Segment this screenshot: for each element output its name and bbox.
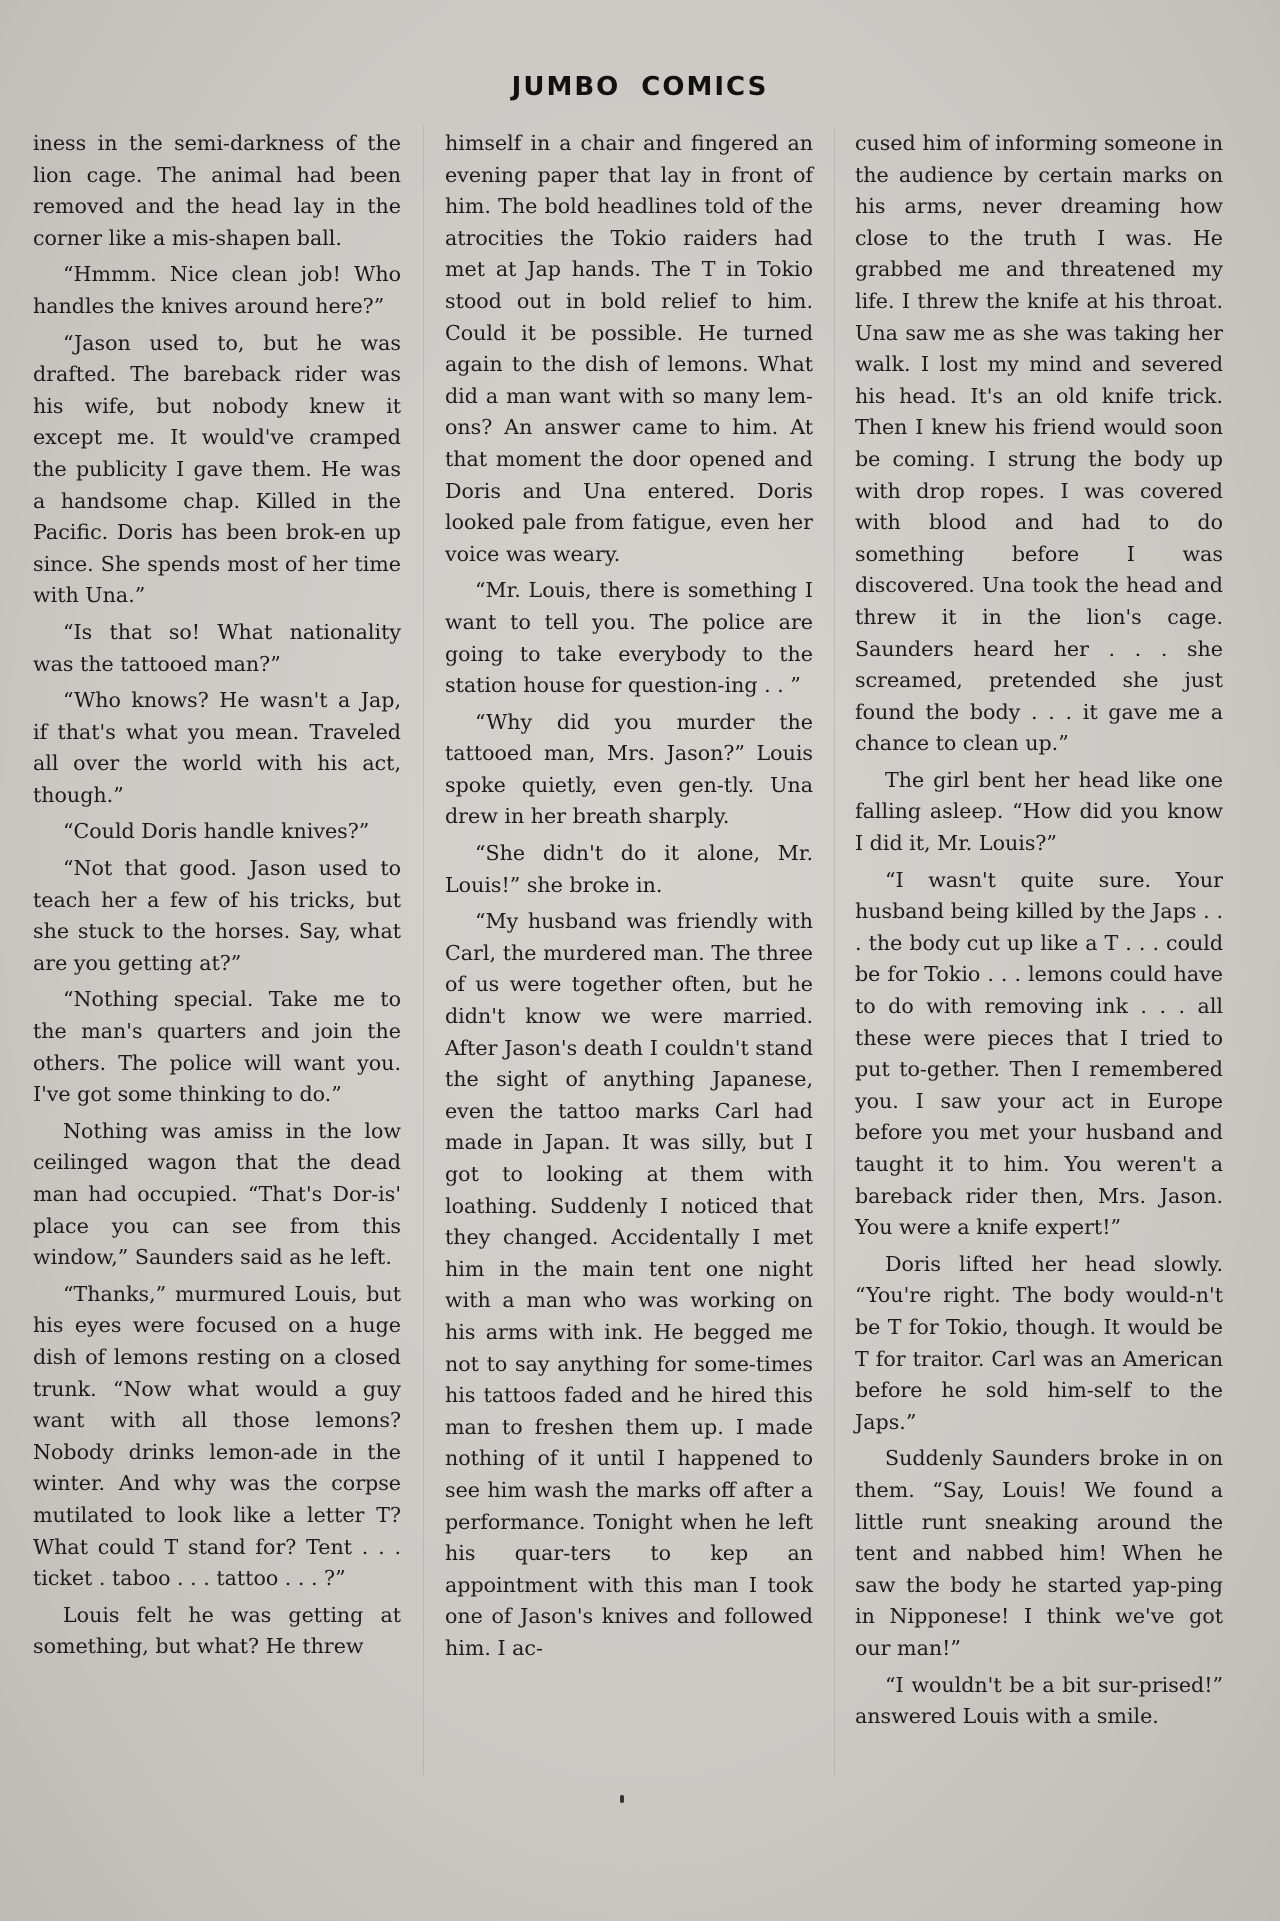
paragraph: “Not that good. Jason used to teach her a few of his tricks, but she stuck to the horses. Say, what are you getting at?”: [33, 856, 401, 975]
paragraph: iness in the semi-darkness of the lion cage. The animal had been removed and the head lay in the corner like a mis-shapen ball.: [33, 131, 401, 250]
page-header-title: JUMBO COMICS: [511, 72, 769, 102]
paragraph: “Mr. Louis, there is something I want to tell you. The police are going to take everybody to the station house for question-ing . . ”: [445, 578, 813, 698]
paragraph: “Jason used to, but he was drafted. The bareback rider was his wife, but nobody knew it except me. It would've cramped the publicity I gave them. He was a handsome chap. Killed in the Pacific. Doris has been brok-en up since. She spends most of her time with Una.”: [33, 330, 401, 608]
text-column-3: [855, 128, 1223, 1738]
paragraph: cused him of informing someone in the audience by certain marks on his arms, never dreaming how close to the truth I was. He grabbed me and threatened my life. I threw the knife at his throat. Una saw me as she was taking her walk. I lost my mind and severed his head. It's an old knife trick. Then I knew his friend would soon be coming. I strung the body up with drop ropes. I was covered with blood and had to do something before I was discovered. Una took the head and threw it in the lion's cage. Saunders heard her . . . she screamed, pretended she just found the body . . . it gave me a chance to clean up.”: [855, 131, 1223, 756]
paragraph: Suddenly Saunders broke in on them. “Say, Louis! We found a little runt sneaking around the tent and nabbed him! When he saw the body he started yap-ping in Nipponese! I think we've got our man!”: [855, 1446, 1223, 1660]
column-divider: [834, 125, 835, 1775]
paragraph: “Thanks,” murmured Louis, but his eyes were focused on a huge dish of lemons resting on a closed trunk. “Now what would a guy want with all those lemons? Nobody drinks lemon-ade in the winter. And why was the corpse mutilated to look like a letter T? What could T stand for? Tent . . . ticket . taboo . . . tattoo . . . ?”: [33, 1281, 401, 1591]
paragraph: Louis felt he was getting at something, but what? He threw: [33, 1602, 401, 1659]
paragraph: “Is that so! What nationality was the tattooed man?”: [33, 619, 401, 676]
paragraph: “She didn't do it alone, Mr. Louis!” she broke in.: [445, 841, 813, 897]
paragraph: “My husband was friendly with Carl, the murdered man. The three of us were together often, but he didn't know we were married. After Jason's death I couldn't stand the sight of anything Japanese, even the tattoo marks Carl had made in Japan. It was silly, but I got to looking at them with loathing. Suddenly I noticed that they changed. Accidentally I met him in the main tent one night with a man who was working on his arms with ink. He begged me not to say anything for some-times his tattoos faded and he hired this man to freshen them up. I made nothing of it until I happened to see him wash the marks off after a performance. Tonight when he left his quar-ters to kep an appointment with this man I took one of Jason's knives and followed him. I ac-: [445, 909, 813, 1660]
paragraph: “Who knows? He wasn't a Jap, if that's what you mean. Traveled all over the world with his act, though.”: [33, 688, 401, 807]
print-mark: [620, 1795, 624, 1803]
paragraph: “Could Doris handle knives?”: [63, 819, 370, 844]
paragraph: Nothing was amiss in the low ceilinged wagon that the dead man had occupied. “That's Dor-is' place you can see from this window,” Saunders said as he left.: [33, 1118, 401, 1270]
paragraph: “I wouldn't be a bit sur-prised!” answered Louis with a smile.: [855, 1672, 1223, 1729]
paragraph: “Why did you murder the tattooed man, Mrs. Jason?” Louis spoke quietly, even gen-tly. Una drew in her breath sharply.: [445, 709, 813, 829]
column-divider: [423, 125, 424, 1775]
paragraph: “I wasn't quite sure. Your husband being killed by the Japs . . . the body cut up like a T . . . could be for Tokio . . . lemons could have to do with removing ink . . . all these were pieces that I tried to put to-gether. Then I remembered you. I saw your act in Europe before you met your husband and taught it to him. You weren't a bareback rider then, Mrs. Jason. You were a knife expert!”: [855, 867, 1223, 1240]
text-column-2: [445, 128, 813, 1670]
paragraph: “Nothing special. Take me to the man's quarters and join the others. The police will want you. I've got some thinking to do.”: [33, 987, 401, 1107]
paragraph: Doris lifted her head slowly. “You're right. The body would-n't be T for Tokio, though. It would be T for traitor. Carl was an American before he sold him-self to the Japs.”: [855, 1251, 1223, 1434]
paragraph: “Hmmm. Nice clean job! Who handles the knives around here?”: [33, 262, 401, 318]
paragraph: The girl bent her head like one falling asleep. “How did you know I did it, Mr. Louis?”: [855, 767, 1223, 856]
paragraph: himself in a chair and fingered an evening paper that lay in front of him. The bold headlines told of the atrocities the Tokio raiders had met at Jap hands. The T in Tokio stood out in bold relief to him. Could it be possible. He turned again to the dish of lemons. What did a man want with so many lem-ons? An answer came to him. At that moment the door opened and Doris and Una entered. Doris looked pale from fatigue, even her voice was weary.: [445, 131, 813, 566]
text-column-1: [33, 128, 401, 1668]
